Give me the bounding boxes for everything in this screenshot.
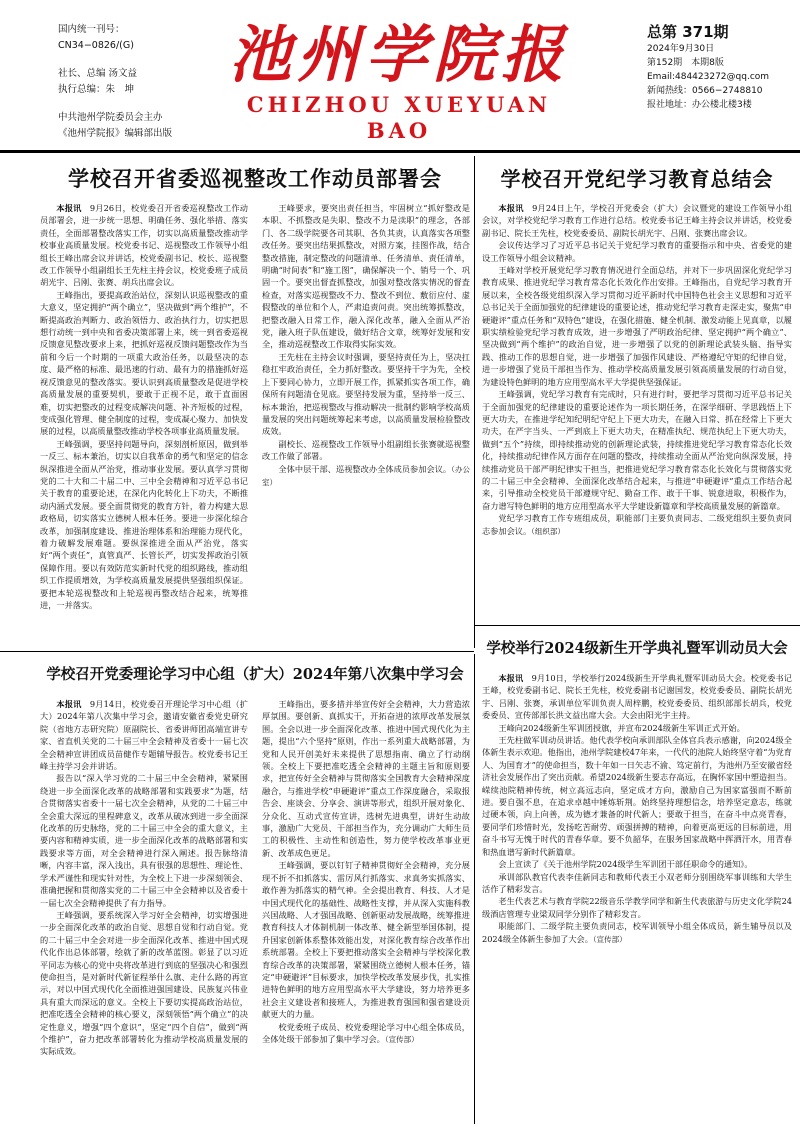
- issue-date: 2024年9月30日: [647, 44, 715, 54]
- article-column-1: [40, 202, 248, 644]
- article-headline: 学校召开党纪学习教育总结会: [500, 167, 774, 191]
- article-paragraph: 报告以“深入学习党的二十届三中全会精神，紧紧围绕进一步全面深化改革的战略部署和实践要求”为题，结合贯彻落实省委十一届七次全会精神，从党的二十届三中全会重大深远的里程碑意义，改革从破冰到进一步全面深化改革的历史脉络，党的二十届三中全会的重大意义，主要内容和精神实质，进一步全面深化改革的战略部署和实践要求等方面，对全会精神进行深入阐述。报告脉络清晰，内容丰富，深入浅出，具有很强的思想性、理论性、学术严谨性和现实针对性，为全校上下进一步深刻领会、准确把握和贯彻落实党的二十届三中全会精神以及省委十一届七次全会精神提供了有力指导。: [40, 773, 248, 908]
- article-lead: 本报讯: [498, 673, 524, 683]
- cn-code-label: 国内统一刊号：: [58, 24, 125, 35]
- newspaper-logo: [218, 20, 580, 144]
- article-paragraph: 会上宣读了《关于池州学院2024级学生军训团干部任职命令的通知》。: [498, 859, 753, 870]
- article-paragraph: 会议传达学习了习近平总书记关于党纪学习教育的重要指示和中央、省委党的建设工作领导小组会议精神。: [482, 240, 792, 263]
- article-byline: （组织部）: [531, 526, 565, 536]
- director: 社长、总编 汤文益: [58, 68, 138, 79]
- column-divider-bottom: [474, 654, 475, 1124]
- masthead-right-info: [647, 22, 797, 112]
- exec-editor: 执行总编：朱 坤: [58, 84, 135, 95]
- article-paragraph: 承训部队教官代表李佳新同志和教师代表王小双老师分别围绕军事训练和大学生活作了精彩发言。: [482, 871, 792, 894]
- article-paragraph: 9月26日，校党委召开省委巡视整改工作动员部署会，进一步统一思想、明确任务、强化举措、落实责任，全面部署整改落实工作，切实以高质量整改推动学校事业高质量发展。校党委书记、巡视整改工作领导小组组长王峰出席会议并讲话，校党委副书记、校长、巡视整改工作领导小组副组长王先柱主持会议，校党委班子成员胡光宇、吕刚、张赛、胡兵出席会议。: [40, 203, 248, 288]
- article-discipline-education-summary: [482, 162, 792, 622]
- email: Email:484423272@qq.com: [647, 72, 770, 82]
- logo-chinese: 池州学院报: [228, 18, 569, 91]
- article-body: [482, 202, 792, 620]
- total-issue: 总第 371期: [647, 23, 729, 41]
- article-paragraph: 老生代表艺术与教育学院22级音乐学教学同学和新生代表旅游与历史文化学院24级酒店管理专业梁双同学分别作了精彩发言。: [482, 896, 792, 919]
- article-paragraph: 王峰强调，党纪学习教育有完成时，只有进行时，要把学习贯彻习近平总书记关于全面加强党的纪律建设的重要论述作为一项长期任务，在深学细研、学思践悟上下更大功夫，在推进学纪知纪明纪守纪上下更大功夫，在融入日常、抓在经常上下更大功夫，在严字当头、一严到底上下更大功夫，在精准执纪、规范执纪上下更大功夫，做到“五个”持续，即持续推动党的创新理论武装，持续推进党纪学习教育常态化长效化，持续推动纪律作风方面存在问题的整改，持续推动全面从严治党向纵深发展，持续推动党员干部严明纪律实干担当，把推进党纪学习教育常态化长效化与贯彻落实党的二十届三中全会精神、全面深化改革结合起来，与推进“申硬避评”重点工作结合起来，引导推动全校党员干部遵规守纪、勤奋工作、敢于干事、锐意进取，积极作为，奋力谱写特色鲜明的地方应用型高水平大学建设新篇章和学校高质量发展的新篇章。: [482, 389, 792, 511]
- article-paragraph: 王峰强调，要坚持问题导向，深刻剖析原因，做到举一反三、标本兼治，切实以自我革命的勇气和坚定的信念纵深推进全面从严治党，推动事业发展。要认真学习贯彻党的二十大和二十届二中、三中全会精神和习近平总书记关于教育的重要论述，在深化内化转化上下功夫，不断推动内涵式发展。要全面贯彻党的教育方针，着力构建大思政格局，切实落实立德树人根本任务。要进一步深化综合改革，加强制度建设、推进治理体系和治理能力现代化，着力破解发展难题。要纵深推进全面从严治党，落实好“两个责任”，真管真严、长管长严，切实发挥政治引领保障作用。要以有效防范实新时代党的组织路线，推动组织工作提质增效，为学校高质量发展提供坚强组织保证。要把本轮巡视整改和上轮巡视再整改结合起来，统筹推进，一并落实。: [40, 438, 248, 610]
- article-column-2: [262, 698, 470, 1118]
- article-paragraph: 9月24日上午，学校召开党委会（扩大）会议暨党的建设工作领导小组会议，对学校党纪学习教育工作进行总结。校党委书记王峰主持会议并讲话，校党委副书记、院长王先柱，校党委委员、副院长胡光宇、吕刚、张赛出席会议。: [482, 203, 792, 238]
- masthead-rule: [0, 150, 800, 153]
- article-byline: （宣传部）: [384, 1034, 419, 1044]
- issue-number: 第152期 本期8版: [647, 58, 724, 68]
- article-column-1: [40, 698, 248, 1118]
- article-paragraph: 王先柱做军训动员讲话。他代表学校向承训部队全体官兵表示感谢，向2024级全体新生表示欢迎。他指出，池州学院建校47年来，一代代的池院人始终坚守着“为党育人、为国育才”的使命担当，数十年如一日矢志不渝、笃定前行，为池州乃至安徽省经济社会发展作出了突出贡献。希望2024级新生要志存高远，在胸怀家国中塑造担当。嵘续池院精神传统，树立高远志向，坚定成才方向，激励自己为国家富强而不断前进。要自强不息，在追求卓越中锤炼斩荆。始终坚持理想信念，培养坚定意志，练就过硬本领，向上向善，成为德才兼备的时代新人；要敢于担当，在奋斗中点亮青春，要同学们珍惜时光，发扬吃苦耐劳、顽强拼搏的精神，向着更高更远的目标前进，用奋斗书写无愧于时代的青春华章。要不负韶华，在服务国家战略中挥洒汗水，用青春和热血谱写新时代新篇章。: [482, 735, 792, 857]
- news-hotline: 新闻热线：0566−2748810: [647, 86, 763, 96]
- article-paragraph: 校党委班子成员、校党委理论学习中心组全体成员，全体处级干部参加了集中学习会。: [262, 1021, 470, 1044]
- section-divider-right: [474, 625, 800, 626]
- masthead: [0, 0, 800, 152]
- article-lead: 本报讯: [56, 203, 82, 213]
- article-paragraph: 职能部门、二级学院主要负责同志，校军训领导小组全体成员，新生辅导员以及2024级全体新生参加了大会。: [482, 921, 792, 944]
- article-paragraph: 王峰指出，要提高政治站位，深刻认识巡视整改的重大意义，坚定拥护“两个确立”，坚决做到“两个维护”，不断提高政治判断力、政治领悟力、政治执行力，切实把思想行动统一到中央和省委决策部署上来，统一到省委巡视反馈意见整改要求上来，把抓好巡视反馈问题整改作为当前和今后一个时期的一项重大政治任务，以最坚决的态度、最严格的标准、最迅速的行动、最有力的措施抓好巡视反馈意见的整改落实。要认识到高质量整改是促进学校高质量发展的重要契机，要敢于正视不足，敢于直面困难，切实把整改的过程变成解决问题、补齐短板的过程，变成强化管理、健全制度的过程，变成凝心聚力、加快发展的过程，以高质量整改推动学校各项事业高质量发展。: [40, 289, 248, 437]
- article-paragraph: 副校长、巡视整改工作领导小组副组长张赛就巡视整改工作做了部署。: [262, 438, 470, 462]
- logo-pinyin: CHIZHOU XUEYUAN BAO: [246, 92, 552, 143]
- article-freshman-opening-ceremony: [482, 632, 792, 1122]
- article-paragraph: 全体中层干部、巡视整改办全体成员参加会议。: [278, 463, 452, 474]
- article-paragraph: 9月10日，学校举行2024级新生开学典礼暨军训动员大会。校党委书记王峰，校党委副书记、院长王先柱，校党委副书记谢国发，校党委委员、副院长胡光宇、吕刚、张赛，承训单位军训负责人周梓鹏，校党委委员、组织部部长胡兵，校党委委员、宣传部部长洪文益出席大会。大会由阳光宇主持。: [482, 673, 792, 721]
- section-divider-left: [0, 651, 474, 652]
- article-paragraph: 王先柱在主持会议时强调，要坚持责任为上，坚决扛稳扛牢政治责任，全力抓好整改。要坚持干字为先，全校上下要同心协力，立即开展工作，抓紧抓实各项工作，确保所有问题清仓见底。要坚持发展为重，坚持举一反三、标本兼治，把巡视整改与推动解决一批制约影响学校高质量发展的突出问题统筹起来考虑，以高质量发展检验整改成效。: [262, 351, 470, 437]
- masthead-left-info: [58, 22, 208, 142]
- publisher: 《池州学院报》编辑部出版: [58, 128, 173, 139]
- article-paragraph: 王峰强调，要以钉钉子精神贯彻好全会精神，充分展现不折不扣抓落实、雷厉风行抓落实、求真务实抓落实、敢作善为抓落实的精气神。全会提出教育、科技、人才是中国式现代化的基础性、战略性支撑，并从深入实施科教兴国战略、人才强国战略、创新驱动发展战略，统筹推进教育科技人才体制机制一体改革、健全新型举国体制，提升国家创新体系整体效能出发，对深化教育综合改革作出系统部署。全校上下要把推动落实全会精神与学校深化教育综合改革的决策部署，紧紧围绕立德树人根本任务，锚定“申硬避评”目标要求，加快学校改革发展步伐，扎实推进特色鲜明的地方应用型高水平大学建设，努力培养更多社会主义建设者和接班人，为推进教育强国和强省建设贡献更大的力量。: [262, 860, 470, 1020]
- article-body: [482, 672, 792, 1120]
- article-headline: 学校召开党委理论学习中心组（扩大）2024年第八次集中学习会: [46, 666, 464, 683]
- article-paragraph: 王峰对学校开展党纪学习教育情况进行全面总结，并对下一步巩固深化党纪学习教育成果、推进党纪学习教育常态化长效化作出安排。王峰指出，自党纪学习教育开展以来，全校各级党组织深入学习贯彻习近平新时代中国特色社会主义思想和习近平总书记关于全面加强党的纪律建设的重要论述，推动党纪学习教育走深走实，聚焦“申硬避评”重点任务和“双特色”建设，在强化措施、健全机制、激发动能上见真章，以履职实绩检验党纪学习教育成效，进一步增强了严明政治纪律、坚定拥护“两个确立”、坚决做到“两个维护”的政治自觉，进一步增强了以党的创新理论武装头脑、指导实践、推动工作的思想自觉，进一步增强了加强作风建设、严格遵纪守矩的纪律自觉，进一步增强了党员干部担当作为、推动学校高质量发展引领高质量发展的行动自觉，为建设特色鲜明的地方应用型高水平大学提供坚强保证。: [482, 265, 792, 387]
- office-address: 报社地址：办公楼北楼3楼: [647, 100, 752, 110]
- article-body: [40, 698, 470, 1118]
- article-paragraph: 王峰指出，要多措并举宣传好全会精神，大力营造浓厚氛围。要创新、真抓实干，开拓奋进的浓厚改革发展氛围。全会以进一步全面深化改革、推进中国式现代化为主题，提出“六个坚持”原则，作出一系列重大战略部署，为党和人民开创美好未来提供了思想指南、确立了行动纲领。全校上下要把准吃透全会精神的主题主旨和原则要求，把宣传好全会精神与贯彻落实全国教育大会精神深度融合，与推进学校“申硬避评”重点工作深度融合，采取报告会、座谈会、分享会、演讲等形式，组织开展对象化、分众化、互动式宣传宣讲，选树先进典型，讲好生动故事，激励广大党员、干部担当作为，充分调动广大师生员工的积极性、主动性和创造性，努力使学校改革事业更新、改革成色更足。: [262, 699, 470, 858]
- article-byline: （办公室）: [262, 464, 470, 487]
- article-column-2: [262, 202, 470, 644]
- cn-number: CN34−0826/(G): [58, 40, 134, 51]
- article-paragraph: 王峰要求，要突出责任担当，牢固树立“抓好整改是本职、不抓整改是失职、整改不力是渎职”的理念，各部门、各二级学院要各司其职、各负其责，认真落实各项整改任务。要突出结果抓整改，对照方案，挂图作战，结合整改措施，制定整改的问题清单、任务清单、责任清单，明确“时间表”和“施工图”，确保解决一个、销号一个、巩固一个。要突出督査抓整改，加强对整改落实情况的督査检查，对落实巡视整改不力、整改不到位、敷衍应付、虚假整改的单位和个人，严肃追责问责。突出统筹抓整改，把整改融入日常工作，融入深化改革，融入全面从严治党，融入班子队伍建设，做好结合文章，统筹好发展和安全，推动巡视整改工作取得实际实效。: [262, 203, 470, 350]
- article-lead: 本报讯: [56, 699, 82, 709]
- article-paragraph: 9月14日，校党委召开理论学习中心组（扩大）2024年第八次集中学习会，邀请安徽省委党史研究院（省地方志研究院）原副院长、省委讲师团高端宣讲专家、省直机关党的二十届三中全会精神及省委十一届七次全会精神宣讲团成员苗健作专题辅导报告。校党委书记王峰主持学习会并讲话。: [40, 699, 248, 772]
- article-headline: 学校举行2024级新生开学典礼暨军训动员大会: [486, 640, 788, 657]
- article-paragraph: 王峰向2024级新生军训团授旗，并宣布2024级新生军训正式开始。: [498, 722, 745, 733]
- article-lead: 本报讯: [498, 203, 524, 213]
- article-paragraph: 王峰强调，要系统深入学习好全会精神，切实增强进一步全面深化改革的政治自觉、思想自觉和行动自觉。党的二十届三中全会对进一步全面深化改革、推进中国式现代化作出总体部署，绘就了新的改革蓝图。彰显了以习近平同志为核心的党中央将改革进行到底的坚强决心和强烈使命担当，是对新时代新征程举什么旗、走什么路的再宣示，对以中国式现代化全面推进强国建设、民族复兴伟业具有重大而深远的意义。全校上下要切实提高政治站位，把准吃透全会精神的核心要义，深刻领悟“两个确立”的决定性意义，增强“四个意识”，坚定“四个自信”，做到“两个维护”，奋力把改革部署转化为推动学校高质量发展的实际成效。: [40, 909, 248, 1057]
- article-headline: 学校召开省委巡视整改工作动员部署会: [68, 166, 442, 191]
- article-byline: （宣传部）: [592, 934, 627, 944]
- article-paragraph: 党纪学习教育工作专班组成员，职能部门主要负责同志、二级党组织主要负责同志参加会议。: [482, 513, 792, 536]
- article-inspection-rectification: [40, 162, 470, 648]
- column-divider-top: [474, 156, 475, 648]
- article-theory-study-session: [40, 658, 470, 1122]
- article-body: [40, 202, 470, 644]
- sponsor: 中共池州学院委员会主办: [58, 112, 163, 123]
